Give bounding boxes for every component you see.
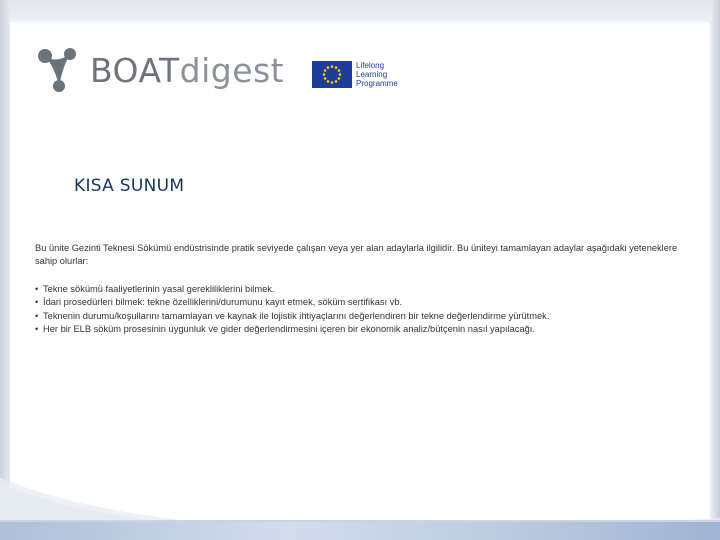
slide-top-frame: [0, 0, 720, 22]
list-item-text: İdari prosedürleri bilmek: tekne özelliklerini/durumunu kayıt etmek, söküm sertifikası vb.: [43, 297, 403, 308]
logo-digest-text: digest: [179, 50, 285, 90]
programme-line-1: Lifelong: [356, 60, 385, 70]
list-item: [35, 283, 695, 296]
programme-line-3: Programme: [356, 78, 398, 88]
lifelong-learning-logo: [312, 59, 398, 89]
boatdigest-logo: [36, 46, 286, 94]
eu-flag-icon: [312, 61, 352, 88]
slide-left-frame: [0, 0, 10, 540]
intro-paragraph: Bu ünite Gezinti Teknesi Sökümü endüstrisinde pratik seviyede çalışan veya yer alan adaylarla ilgilidir. Bu üniteyi tamamlayan adaylar aşağıdaki yeteneklere sahip olurlar:: [35, 243, 678, 266]
slide-title: KISA SUNUM: [74, 176, 185, 196]
logo-boat-text: BOAT: [90, 50, 180, 90]
slide-right-frame: [712, 0, 720, 540]
competency-list: [35, 283, 695, 337]
list-item: [35, 310, 695, 323]
bullet-icon: •: [35, 324, 39, 335]
boatdigest-emblem-icon: [36, 46, 86, 94]
bullet-icon: •: [35, 284, 39, 294]
list-item-text: Teknenin durumu/koşullarını tamamlayan ve kaynak ile lojistik ihtiyaçlarını değerlendiren bir tekne değerlendirme yürütmek.: [43, 310, 550, 321]
programme-name: [356, 61, 398, 88]
programme-line-2: Learning: [356, 69, 388, 79]
list-item-text: Tekne sökümü faaliyetlerinin yasal gerekliliklerini bilmek.: [43, 284, 275, 294]
boatdigest-wordmark: [90, 50, 285, 90]
bullet-icon: •: [35, 310, 39, 321]
decorative-wave: [0, 478, 720, 540]
bullet-icon: •: [35, 297, 39, 308]
slide-canvas: [10, 22, 710, 520]
list-item: [35, 296, 695, 309]
list-item: [35, 323, 695, 336]
list-item-text: Her bir ELB söküm prosesinin uygunluk ve gider değerlendirmesini içeren bir ekonomik analiz/bütçenin nasıl yapılacağı.: [43, 324, 535, 335]
